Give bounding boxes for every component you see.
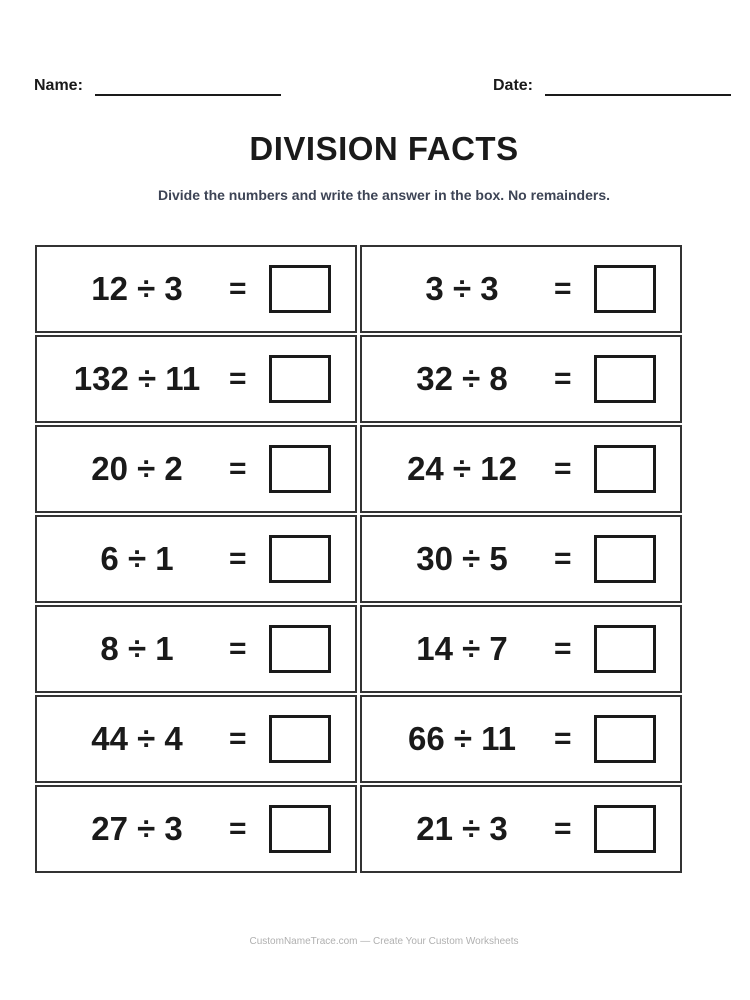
problem-expression: 27 ÷ 3 [91,810,183,847]
name-label: Name: [34,77,83,94]
equals-sign: = [229,272,247,305]
problem-cell [360,515,682,603]
problem-cell [35,335,357,423]
answer-box[interactable] [269,535,331,583]
problem-expression: 12 ÷ 3 [91,270,183,307]
problem-cell [35,695,357,783]
problem-cell [360,695,682,783]
problem-expression: 24 ÷ 12 [407,450,517,487]
problem-cell [35,245,357,333]
date-write-line[interactable] [545,80,731,96]
problem-cell [35,785,357,873]
problem-expression: 20 ÷ 2 [91,450,183,487]
equals-sign: = [554,632,572,665]
problem-expression: 8 ÷ 1 [100,630,174,667]
problem-cell [360,785,682,873]
header-row [34,76,736,96]
worksheet-title: DIVISION FACTS [249,130,519,167]
answer-box[interactable] [594,625,656,673]
answer-box[interactable] [269,715,331,763]
problem-expression: 30 ÷ 5 [416,540,508,577]
answer-box[interactable] [269,265,331,313]
problem-expression: 21 ÷ 3 [416,810,508,847]
problem-cell [35,425,357,513]
problem-expression: 14 ÷ 7 [416,630,508,667]
answer-box[interactable] [594,535,656,583]
equals-sign: = [229,542,247,575]
problem-cell [35,515,357,603]
equals-sign: = [554,362,572,395]
name-write-line[interactable] [95,80,281,96]
equals-sign: = [554,452,572,485]
equals-sign: = [229,812,247,845]
answer-box[interactable] [594,715,656,763]
problem-grid [35,245,682,873]
answer-box[interactable] [269,445,331,493]
answer-box[interactable] [594,805,656,853]
answer-box[interactable] [594,445,656,493]
problem-expression: 132 ÷ 11 [73,360,201,397]
answer-box[interactable] [269,625,331,673]
equals-sign: = [229,722,247,755]
instructions: Divide the numbers and write the answer in the box. No remainders. [158,187,610,203]
answer-box[interactable] [269,355,331,403]
problem-expression: 6 ÷ 1 [100,540,174,577]
answer-box[interactable] [269,805,331,853]
date-label: Date: [493,77,534,94]
problem-expression: 66 ÷ 11 [407,720,517,757]
problem-expression: 3 ÷ 3 [425,270,499,307]
problem-cell [360,335,682,423]
footer-credit: CustomNameTrace.com — Create Your Custom Worksheets [249,936,519,947]
equals-sign: = [229,632,247,665]
problem-expression: 44 ÷ 4 [91,720,183,757]
date-field [493,76,731,96]
equals-sign: = [229,452,247,485]
equals-sign: = [229,362,247,395]
problem-expression: 32 ÷ 8 [416,360,508,397]
problem-cell [360,605,682,693]
problem-cell [360,245,682,333]
problem-cell [35,605,357,693]
equals-sign: = [554,722,572,755]
equals-sign: = [554,272,572,305]
answer-box[interactable] [594,355,656,403]
equals-sign: = [554,812,572,845]
answer-box[interactable] [594,265,656,313]
problem-cell [360,425,682,513]
equals-sign: = [554,542,572,575]
name-field [34,76,281,96]
